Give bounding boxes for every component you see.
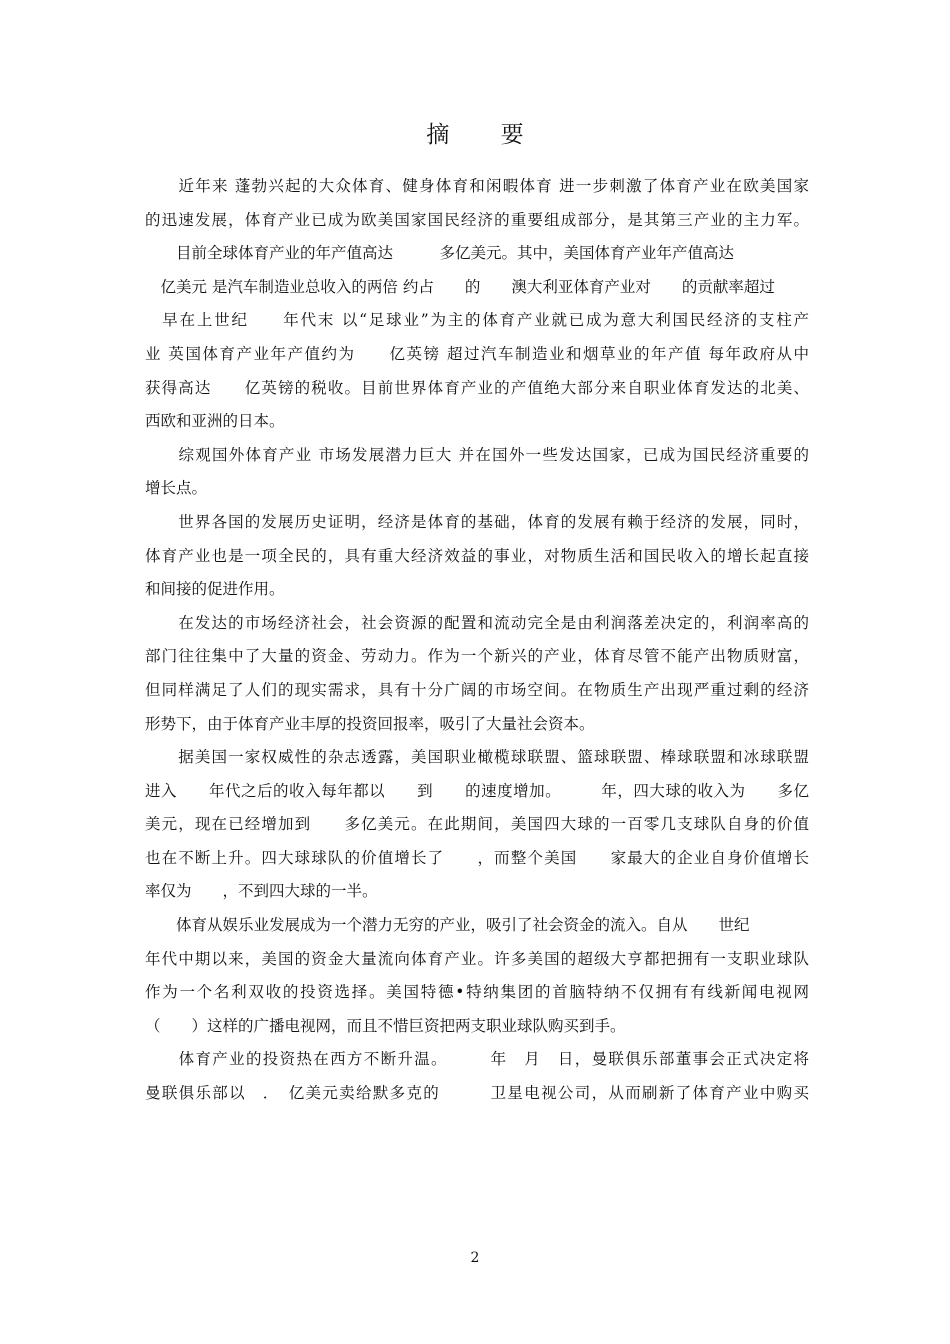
- text-line: 形势下，由于体育产业丰厚的投资回报率，吸引了大量社会资本。: [145, 714, 595, 733]
- text-line: 早在上世纪 年代末 以“足球业”为主的体育产业就已成为意大利国民经济的支柱产: [145, 311, 809, 330]
- text-line: 体育从娱乐业发展成为一个潜力无穷的产业，吸引了社会资金的流入。自从 世纪: [145, 916, 750, 935]
- text-line: 部门往往集中了大量的资金、劳动力。作为一个新兴的产业，体育尽管不能产出物质财富，: [145, 647, 809, 666]
- text-line: 亿美元 是汽车制造业总收入的两倍 约占 的 澳大利亚体育产业对 的贡献率超过: [145, 277, 775, 296]
- text-line: 率仅为 ，不到四大球的一半。: [145, 882, 378, 901]
- page-title: 摘 要: [426, 122, 546, 148]
- text-line: 和间接的促进作用。: [145, 580, 285, 599]
- text-line: 体育产业也是一项全民的，具有重大经济效益的事业，对物质生活和国民收入的增长起直接: [145, 546, 809, 565]
- text-line: 综观国外体育产业 市场发展潜力巨大 并在国外一些发达国家，已成为国民经济重要的: [145, 445, 809, 464]
- text-line: 目前全球体育产业的年产值高达 多亿美元。其中，美国体育产业年产值高达: [145, 244, 735, 263]
- page-number: 2: [470, 1250, 480, 1266]
- text-line: 增长点。: [145, 479, 208, 498]
- text-line: 美元，现在已经增加到 多亿美元。在此期间，美国四大球的一百零几支球队自身的价值: [145, 815, 809, 834]
- body-text: [145, 170, 809, 1111]
- text-line: 的迅速发展，体育产业已成为欧美国家国民经济的重要组成部分，是其第三产业的主力军。: [145, 210, 809, 229]
- text-line: 近年来 蓬勃兴起的大众体育、健身体育和闲暇体育 进一步刺激了体育产业在欧美国家: [145, 177, 809, 195]
- text-line: 业 英国体育产业年产值约为 亿英镑 超过汽车制造业和烟草业的年产值 每年政府从中: [145, 344, 809, 363]
- text-line: 西欧和亚洲的日本。: [145, 412, 285, 431]
- text-line: 但同样满足了人们的现实需求，具有十分广阔的市场空间。在物质生产出现严重过剩的经济: [145, 680, 809, 699]
- text-line: 获得高达 亿英镑的税收。目前世界体育产业的产值绝大部分来自职业体育发达的北美、: [145, 378, 809, 397]
- text-line: 作为一个名利双收的投资选择。美国特德•特纳集团的首脑特纳不仅拥有有线新闻电视网: [145, 983, 809, 1002]
- text-line: 年代中期以来，美国的资金大量流向体育产业。许多美国的超级大亨都把拥有一支职业球队: [145, 949, 809, 968]
- text-line: 进入 年代之后的收入每年都以 到 的速度增加。 年，四大球的收入为 多亿: [145, 781, 809, 800]
- text-line: 在发达的市场经济社会，社会资源的配置和流动完全是由利润落差决定的，利润率高的: [145, 613, 809, 632]
- text-line: 也在不断上升。四大球球队的价值增长了 ，而整个美国 家最大的企业自身价值增长: [145, 848, 809, 867]
- text-line: 曼联俱乐部以 ． 亿美元卖给默多克的 卫星电视公司，从而刷新了体育产业中购买: [145, 1084, 809, 1103]
- text-line: 据美国一家权威性的杂志透露，美国职业橄榄球联盟、篮球联盟、棒球联盟和冰球联盟: [145, 748, 809, 767]
- text-line: 体育产业的投资热在西方不断升温。 年 月 日，曼联俱乐部董事会正式决定将: [145, 1050, 809, 1069]
- text-line: （ ）这样的广播电视网，而且不惜巨资把两支职业球队购买到手。: [145, 1016, 626, 1035]
- text-line: 世界各国的发展历史证明，经济是体育的基础，体育的发展有赖于经济的发展，同时，: [145, 512, 809, 531]
